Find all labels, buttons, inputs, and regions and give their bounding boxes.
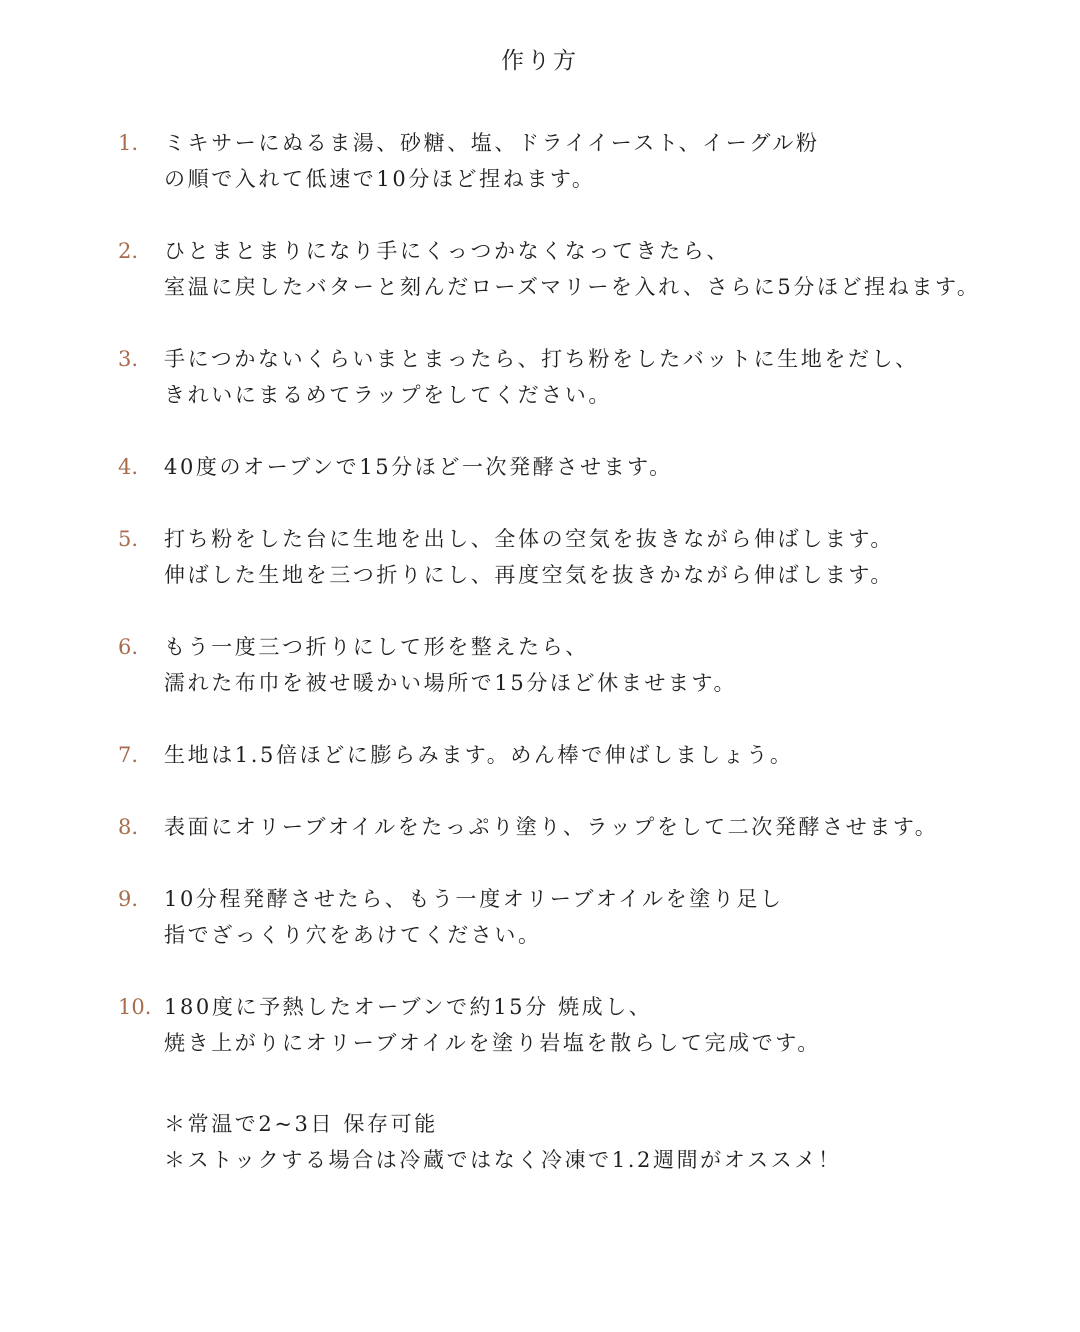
- step-text: [164, 629, 1058, 701]
- list-item: [118, 737, 1058, 773]
- step-line: 10分程発酵させたら、もう一度オリーブオイルを塗り足し: [164, 887, 784, 911]
- list-item: [118, 521, 1058, 593]
- step-text: [164, 521, 1058, 593]
- step-line: 伸ばした生地を三つ折りにし、再度空気を抜きかながら伸ばします。: [164, 563, 894, 587]
- step-line: 室温に戻したバターと刻んだローズマリーを入れ、さらに5分ほど捏ねます。: [164, 275, 981, 299]
- step-number: 6.: [118, 635, 139, 659]
- step-number: 10.: [118, 995, 152, 1019]
- step-text: [164, 989, 1058, 1061]
- step-line: 打ち粉をした台に生地を出し、全体の空気を抜きながら伸ばします。: [164, 527, 894, 551]
- step-number: 9.: [118, 887, 139, 911]
- note-line: ＊常温で2~3日 保存可能: [164, 1112, 438, 1136]
- step-line: 180度に予熱したオーブンで約15分 焼成し、: [164, 995, 653, 1019]
- step-line: きれいにまるめてラップをしてください。: [164, 383, 612, 407]
- step-line: 焼き上がりにオリーブオイルを塗り岩塩を散らして完成です。: [164, 1031, 821, 1055]
- step-text: [164, 737, 1058, 773]
- list-item: [118, 449, 1058, 485]
- step-number: 5.: [118, 527, 139, 551]
- step-line: ひとまとまりになり手にくっつかなくなってきたら、: [164, 239, 730, 263]
- step-line: もう一度三つ折りにして形を整えたら、: [164, 635, 589, 659]
- step-line: 指でざっくり穴をあけてください。: [164, 923, 542, 947]
- list-item: [118, 809, 1058, 845]
- page-title: 作り方: [501, 48, 579, 74]
- note-line: ＊ストックする場合は冷蔵ではなく冷凍で1.2週間がオススメ！: [164, 1148, 842, 1172]
- step-text: [164, 881, 1058, 953]
- step-line: 40度のオーブンで15分ほど一次発酵させます。: [164, 455, 673, 479]
- step-number: 3.: [118, 347, 139, 371]
- step-line: 濡れた布巾を被せ暖かい場所で15分ほど休ませます。: [164, 671, 738, 695]
- list-item: [118, 341, 1058, 413]
- step-text: [164, 449, 1058, 485]
- step-line: の順で入れて低速で10分ほど捏ねます。: [164, 167, 596, 191]
- step-text: [164, 125, 1058, 197]
- step-text: [164, 233, 1058, 305]
- step-number: 7.: [118, 743, 139, 767]
- step-line: 手につかないくらいまとまったら、打ち粉をしたバットに生地をだし、: [164, 347, 919, 371]
- step-number: 2.: [118, 239, 139, 263]
- step-number: 8.: [118, 815, 139, 839]
- storage-notes: [164, 1106, 1044, 1178]
- step-text: [164, 341, 1058, 413]
- step-line: ミキサーにぬるま湯、砂糖、塩、ドライイースト、イーグル粉: [164, 131, 820, 155]
- list-item: [118, 881, 1058, 953]
- step-number: 1.: [118, 131, 139, 155]
- list-item: [118, 125, 1058, 197]
- step-line: 表面にオリーブオイルをたっぷり塗り、ラップをして二次発酵させます。: [164, 815, 939, 839]
- step-line: 生地は1.5倍ほどに膨らみます。めん棒で伸ばしましょう。: [164, 743, 794, 767]
- list-item: [118, 629, 1058, 701]
- steps-list: [118, 125, 1058, 1097]
- list-item: [118, 989, 1058, 1061]
- step-text: [164, 809, 1058, 845]
- step-number: 4.: [118, 455, 139, 479]
- list-item: [118, 233, 1058, 305]
